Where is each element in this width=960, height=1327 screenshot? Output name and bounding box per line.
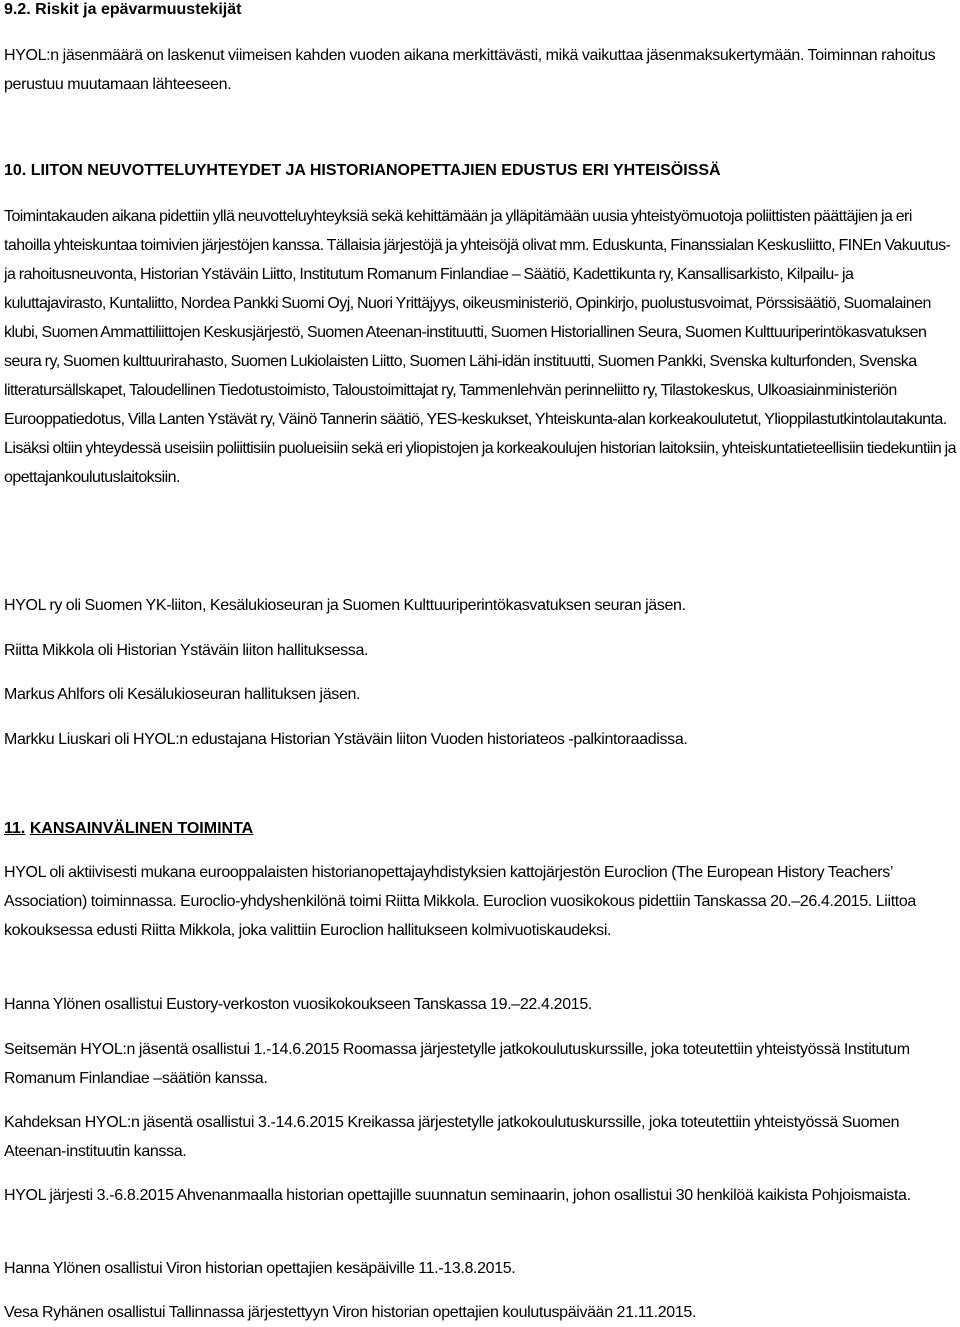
section-10-membership-paragraph: HYOL ry oli Suomen YK-liiton, Kesälukioseuran ja Suomen Kulttuuriperintökasvatuksen seuran jäsen. <box>4 597 686 614</box>
section-11-ryhanen-tallinn-paragraph: Vesa Ryhänen osallistui Tallinnassa järjestettyyn Viron historian opettajien koulutuspäivään 21.11.2015. <box>4 1304 697 1321</box>
section-10-mikkola-paragraph: Riitta Mikkola oli Historian Ystäväin liiton hallituksessa. <box>4 642 369 659</box>
section-11-title: KANSAINVÄLINEN TOIMINTA <box>29 820 254 837</box>
section-10-number: 10. <box>4 162 27 179</box>
section-9-2-paragraph: HYOL:n jäsenmäärä on laskenut viimeisen kahden vuoden aikana merkittävästi, mikä vaikuttaa jäsenmaksukertymään. Toiminnan rahoitus perustuu muutamaan lähteeseen. <box>4 47 936 93</box>
section-10-organizations-paragraph: Toimintakauden aikana pidettiin yllä neuvotteluyhteyksiä sekä kehittämään ja ylläpitämään uusia yhteistyömuotoja poliittisten päättäjien ja eri tahoilla yhteiskuntaa toimivien järjestöjen kanssa. Tällaisia järjestöjä ja yhteisöjä olivat mm. Eduskunta, Finanssialan Keskusliitto, FINEn Vakuutus- ja rahoitusneuvonta, Historian Ystäväin Liitto, Institutum Romanum Finlandiae – Säätiö, Kadettikunta ry, Kansallisarkisto, Kilpailu- ja kuluttajavirasto, Kuntaliitto, Nordea Pankki Suomi Oyj, Nuori Yrittäjyys, oikeusministeriö, Opinkirjo, puolustusvoimat, Pörssisäätiö, Suomalainen klubi, Suomen Ammattiliittojen Keskusjärjestö, Suomen Ateenan-instituutti, Suomen Historiallinen Seura, Suomen Kulttuuriperintökasvatuksen seura ry, Suomen kulttuurirahasto, Suomen Lukiolaisten Liitto, Suomen Lähi-idän instituutti, Suomen Pankki, Svenska kulturfonden, Svenska litteratursällskapet, Taloudellinen Tiedotustoimisto, Taloustoimittajat ry, Tammenlehvän perinneliitto ry, Tilastokeskus, Ulkoasiainministeriön Eurooppatiedotus, Villa Lanten Ystävät ry, Väinö Tannerin säätiö, YES-keskukset, Yhteiskunta-alan korkeakoulutetut, Ylioppilastutkintolautakunta. Lisäksi oltiin yhteydessä useisiin poliittisiin puolueisiin sekä eri yliopistojen ja korkeakoulujen historian laitoksiin, yhteiskuntatieteellisiin tiedekuntiin ja opettajankoulutuslaitoksiin. <box>4 208 956 486</box>
section-10-ahlfors-paragraph: Markus Ahlfors oli Kesälukioseuran hallituksen jäsen. <box>4 686 361 703</box>
section-10-liuskari-paragraph: Markku Liuskari oli HYOL:n edustajana Historian Ystäväin liiton Vuoden historiateos -palkintoraadissa. <box>4 731 688 748</box>
section-11-euroclio-paragraph: HYOL oli aktiivisesti mukana eurooppalaisten historianopettajayhdistyksien kattojärjestön Euroclion (The European History Teachers’ Association) toiminnassa. Euroclio-yhdyshenkilönä toimi Riitta Mikkola. Euroclion vuosikokous pidettiin Tanskassa 20.–26.4.2015. Liittoa kokouksessa edusti Riitta Mikkola, joka valittiin Euroclion hallitukseen kolmivuotiskaudeksi. <box>4 864 916 939</box>
section-11-heading <box>4 818 956 840</box>
section-11-aland-seminar-paragraph: HYOL järjesti 3.-6.8.2015 Ahvenanmaalla historian opettajille suunnatun seminaarin, johon osallistui 30 henkilöä kaikista Pohjoismaista. <box>4 1187 911 1204</box>
section-10-heading <box>4 160 956 182</box>
section-11-rome-course-paragraph: Seitsemän HYOL:n jäsentä osallistui 1.-14.6.2015 Roomassa järjestetylle jatkokoulutuskurssille, joka toteutettiin yhteistyössä Institutum Romanum Finlandiae –säätiön kanssa. <box>4 1041 910 1087</box>
section-11-eustory-paragraph: Hanna Ylönen osallistui Eustory-verkoston vuosikokoukseen Tanskassa 19.–22.4.2015. <box>4 996 592 1013</box>
section-11-ylonen-estonia-paragraph: Hanna Ylönen osallistui Viron historian opettajien kesäpäiville 11.-13.8.2015. <box>4 1260 516 1277</box>
section-11-number: 11. <box>4 820 26 837</box>
section-9-2-heading: 9.2. Riskit ja epävarmuustekijät <box>4 1 242 18</box>
section-11-greece-course-paragraph: Kahdeksan HYOL:n jäsentä osallistui 3.-14.6.2015 Kreikassa järjestetylle jatkokoulutuskurssille, joka toteutettiin yhteistyössä Suomen Ateenan-instituutin kanssa. <box>4 1114 900 1160</box>
section-10-title: LIITON NEUVOTTELUYHTEYDET JA HISTORIANOPETTAJIEN EDUSTUS ERI YHTEISÖISSÄ <box>30 162 721 179</box>
